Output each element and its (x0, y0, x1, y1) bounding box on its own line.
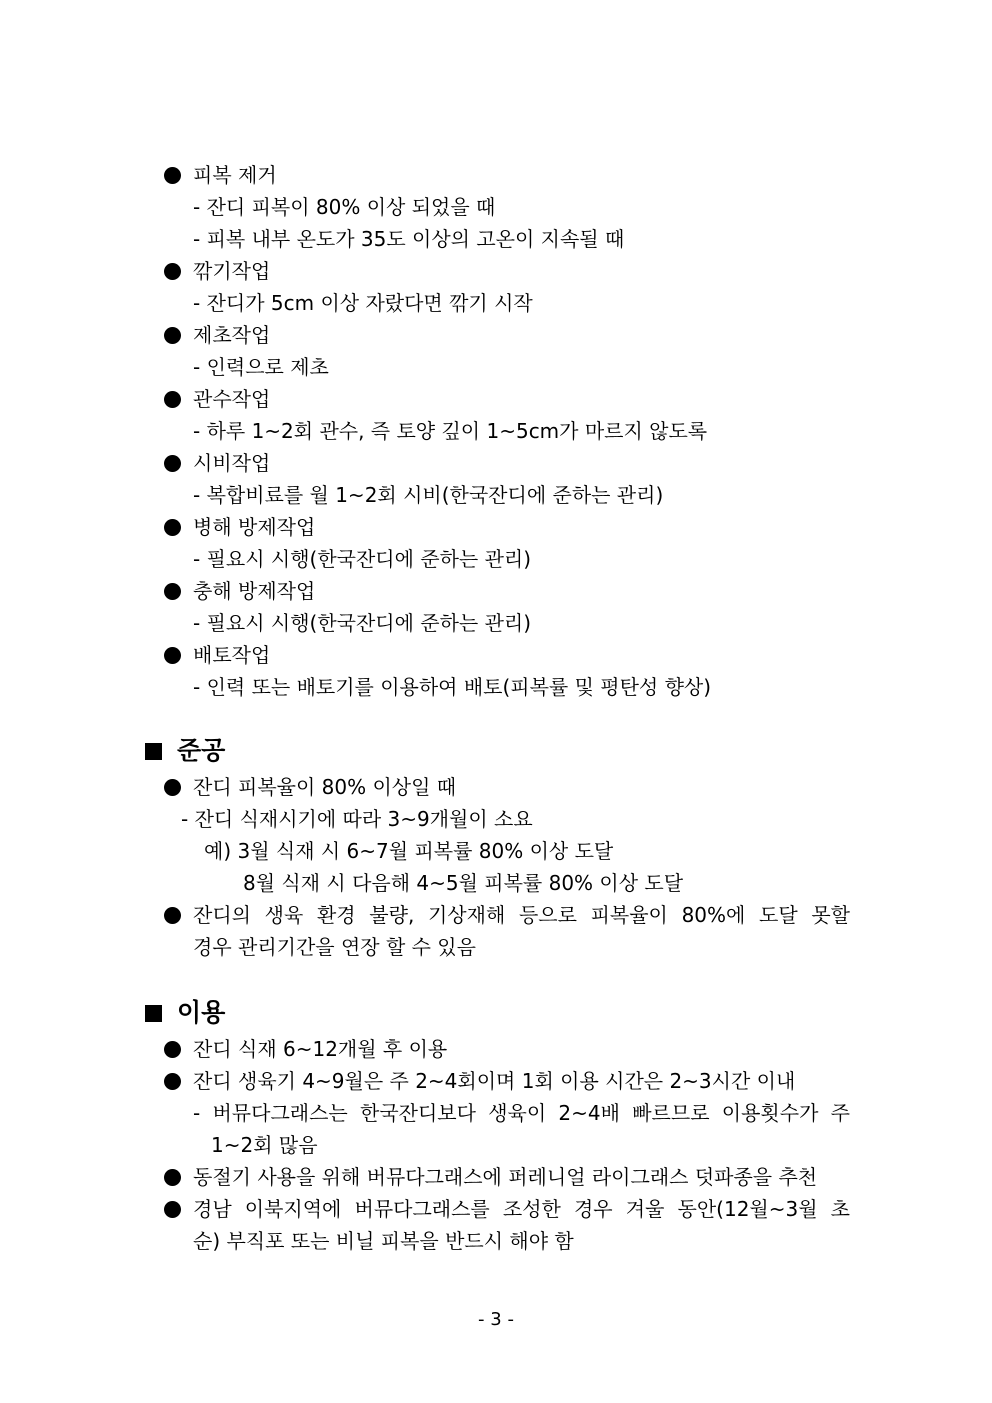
item-label: 관수작업 (193, 387, 271, 411)
sub-item: - 복합비료를 월 1~2회 시비(한국잔디에 준하는 관리) (193, 483, 664, 507)
section-square-icon (145, 743, 162, 760)
sub-item: - 잔디 피복이 80% 이상 되었을 때 (193, 195, 496, 219)
item-label: 깎기작업 (193, 259, 271, 283)
section-title-completion: 준공 (177, 736, 226, 765)
bullet-icon (164, 779, 181, 796)
bullet-icon (164, 1073, 181, 1090)
item-label: 제초작업 (193, 323, 271, 347)
bullet-icon (164, 519, 181, 536)
bullet-icon (164, 1201, 181, 1218)
item-label: 시비작업 (193, 451, 271, 475)
section-square-icon (145, 1005, 162, 1022)
sub-item: - 필요시 시행(한국잔디에 준하는 관리) (193, 611, 532, 635)
sub-item: - 인력 또는 배토기를 이용하여 배토(피복률 및 평탄성 향상) (193, 675, 712, 699)
bullet-icon (164, 167, 181, 184)
bullet-icon (164, 455, 181, 472)
completion-example: 8월 식재 시 다음해 4~5월 피복률 80% 이상 도달 (243, 871, 684, 895)
item-label: 충해 방제작업 (193, 579, 316, 603)
usage-bullet: 잔디 생육기 4~9월은 주 2~4회이며 1회 이용 시간은 2~3시간 이내 (193, 1069, 796, 1093)
usage-bullet: 잔디 식재 6~12개월 후 이용 (193, 1037, 448, 1061)
item-label: 피복 제거 (193, 163, 277, 187)
completion-bullet: 잔디의 생육 환경 불량, 기상재해 등으로 피복율이 80%에 도달 못할 (193, 903, 850, 927)
bullet-icon (164, 583, 181, 600)
section-title-usage: 이용 (177, 998, 226, 1027)
item-label: 병해 방제작업 (193, 515, 316, 539)
usage-bullet: 동절기 사용을 위해 버뮤다그래스에 퍼레니얼 라이그래스 덧파종을 추천 (193, 1165, 818, 1189)
page-number: - 3 - (478, 1309, 514, 1330)
completion-bullet: 잔디 피복율이 80% 이상일 때 (193, 775, 457, 799)
bullet-icon (164, 263, 181, 280)
sub-item: - 잔디가 5cm 이상 자랐다면 깎기 시작 (193, 291, 533, 315)
bullet-icon (164, 327, 181, 344)
usage-bullet-cont: 순) 부직포 또는 비닐 피복을 반드시 해야 함 (193, 1229, 574, 1253)
completion-bullet-cont: 경우 관리기간을 연장 할 수 있음 (193, 935, 476, 959)
sub-item: - 피복 내부 온도가 35도 이상의 고온이 지속될 때 (193, 227, 625, 251)
sub-item: - 필요시 시행(한국잔디에 준하는 관리) (193, 547, 532, 571)
bullet-icon (164, 907, 181, 924)
bullet-icon (164, 1041, 181, 1058)
bullet-icon (164, 391, 181, 408)
sub-item: - 하루 1~2회 관수, 즉 토양 깊이 1~5cm가 마르지 않도록 (193, 419, 708, 443)
completion-sub: - 잔디 식재시기에 따라 3~9개월이 소요 (181, 807, 533, 831)
completion-example: 예) 3월 식재 시 6~7월 피복률 80% 이상 도달 (204, 839, 614, 863)
usage-sub: - 버뮤다그래스는 한국잔디보다 생육이 2~4배 빠르므로 이용횟수가 주 (193, 1101, 850, 1125)
usage-bullet: 경남 이북지역에 버뮤다그래스를 조성한 경우 겨울 동안(12월~3월 초 (193, 1197, 850, 1221)
item-label: 배토작업 (193, 643, 271, 667)
bullet-icon (164, 1169, 181, 1186)
sub-item: - 인력으로 제초 (193, 355, 329, 379)
usage-sub-cont: 1~2회 많음 (211, 1133, 318, 1157)
bullet-icon (164, 647, 181, 664)
